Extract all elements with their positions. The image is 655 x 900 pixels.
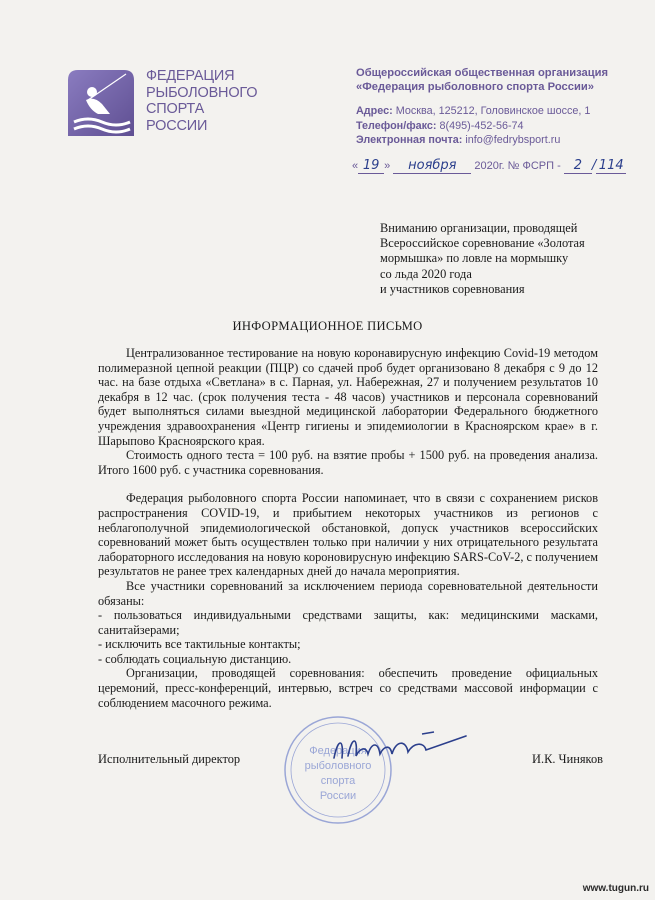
logo-line-3: СПОРТА (146, 101, 205, 117)
list-item-contacts: - исключить все тактильные контакты; (98, 637, 301, 652)
logo-line-1: ФЕДЕРАЦИЯ (146, 68, 235, 84)
ref-year-number: 2020г. № ФСРП - (474, 160, 561, 172)
stamp-line-4: России (319, 790, 357, 802)
addressee-line: мормышка» по ловле на мормышку (380, 251, 569, 266)
paragraph-testing: Централизованное тестирование на новую коронавирусную инфекцию Covid-19 методом полимеразной цепной реакции (ПЦР) со сдачей проб будет организовано 8 декабря с 9 до 12 час. на базе отдыха «Светлана» в с. Парная, ул. Набережная, 27 и получением результатов 10 декабря в 12 час. (срок получения теста - 48 часов) участников и персонала соревнований будет выполняться силами выездной медицинской лаборатории Федерального бюджетного учреждения здравоохранения «Центр гигиены и эпидемиологии в Красноярском крае» в г. Шарыпово Красноярского края. (98, 346, 598, 448)
logo-line-2: РЫБОЛОВНОГО (146, 84, 258, 101)
signatory-name: И.К. Чиняков (532, 752, 603, 766)
ref-num-1: 2 (564, 158, 592, 174)
list-item-masks: - пользоваться индивидуальными средствами защиты, как: медицинскими масками, санитайзерами; (98, 608, 598, 637)
stamp-line-1: Федерация (309, 745, 367, 757)
ref-month: ноября (393, 158, 471, 174)
addressee-block (380, 221, 630, 297)
logo-wordmark (146, 68, 257, 134)
ref-num-2: 114 (596, 158, 626, 174)
paragraph-obligations: Все участники соревнований за исключением периода соревновательной деятельности обязаны: (98, 578, 598, 608)
org-header (356, 66, 646, 148)
org-name-line-1: Общероссийская общественная организация (356, 67, 609, 79)
handwritten-signature (326, 728, 476, 768)
federation-logo (68, 66, 288, 138)
org-email: Электронная почта: info@fedrybsport.ru (356, 134, 561, 147)
org-phone: Телефон/факс: 8(495)-452-56-74 (356, 119, 524, 132)
stamp-line-3: спорта (320, 775, 356, 787)
paragraph-reminder: Федерация рыболовного спорта России напоминает, что в связи с сохранением рисков распространения COVID-19, и прибытием некоторых участников из регионов с неблагополучной эпидемиологической обстановкой, допуск участников всероссийских соревнований может быть осуществлен только при наличии у них отрицательного результата лабораторного исследования на новую короновирусную инфекцию SARS-CoV-2, с получением результатов не ранее трех календарных дней до начала мероприятия. (98, 491, 598, 579)
letter-title: ИНФОРМАЦИОННОЕ ПИСЬМО (232, 319, 423, 333)
fishing-angler-icon (68, 70, 134, 136)
ref-quote-close: » (384, 160, 391, 172)
signatory-position: Исполнительный директор (98, 752, 241, 766)
paragraph-cost: Стоимость одного теста = 100 руб. на взятие пробы + 1500 руб. на проведения анализа. Итого 1600 руб. с участника соревнования. (98, 448, 598, 477)
addressee-line: и участников соревнования (380, 281, 525, 296)
list-item-distance: - соблюдать социальную дистанцию. (98, 651, 292, 666)
org-address: Адрес: Москва, 125212, Головинское шоссе, 1 (356, 105, 591, 117)
org-contacts (356, 104, 646, 148)
addressee-line: Всероссийское соревнование «Золотая (380, 236, 585, 251)
ref-day: 19 (358, 158, 384, 174)
org-name-line-2: «Федерация рыболовного спорта России» (356, 81, 594, 93)
addressee-line: Вниманию организации, проводящей (380, 221, 578, 235)
stamp-line-2: рыболовного (304, 760, 372, 772)
logo-line-4: РОССИИ (146, 117, 208, 134)
addressee-line: со льда 2020 года (380, 266, 472, 281)
ref-separator: / (591, 158, 597, 173)
watermark-url: www.tugun.ru (582, 883, 649, 894)
letter-body (98, 346, 598, 710)
reference-line (352, 158, 632, 180)
paragraph-organizers: Организации, проводящей соревнования: обеспечить проведение официальных церемоний, пресс-конференций, интервью, встреч со средствами массовой информации с соблюдением масочного режима. (98, 666, 598, 710)
ref-quote-open: « (352, 160, 359, 172)
